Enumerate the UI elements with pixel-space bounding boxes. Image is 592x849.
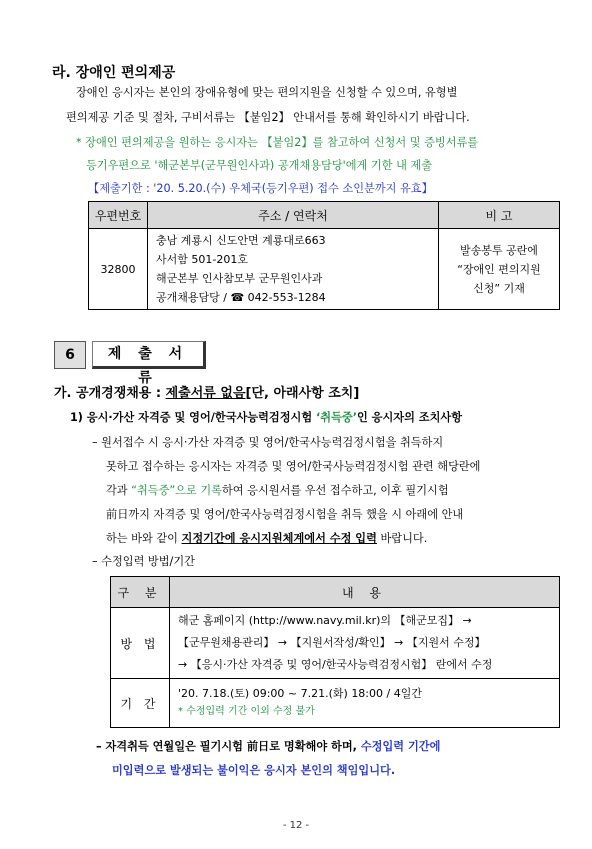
remark-line: “장애인 편의지원 xyxy=(457,262,541,276)
addr-line: 사서함 501-201호 xyxy=(156,253,248,266)
ga-underlined: 제출서류 없음 xyxy=(165,386,246,401)
item1 xyxy=(70,405,462,430)
method-line: → 【응시·가산 자격증 및 영어/한국사능력검정시험】 란에서 수정 xyxy=(178,658,493,671)
remark-line: 신청” 기재 xyxy=(473,281,525,295)
period-line: '20. 7.18.(토) 09:00 ~ 7.21.(화) 18:00 / 4일간 xyxy=(178,687,422,700)
method-line: 【군무원채용관리】 → 【지원서작성/확인】 → 【지원서 수정】 xyxy=(178,636,486,649)
para1-line1: 장애인 응시자는 본인의 장애유형에 맞는 편의지원을 신청할 수 있으며, 유형별 xyxy=(76,86,458,99)
ga-prefix: 가. 공개경쟁채용 : xyxy=(54,386,166,401)
section-ga-title xyxy=(54,382,359,401)
method-line: 해군 홈페이지 (http://www.navy.mil.kr)의 【해군모집】 → xyxy=(178,614,472,627)
remark-line: 발송봉투 공란에 xyxy=(460,243,538,257)
closing-line2: 미입력으로 발생되는 불이익은 응시자 본인의 책임입니다. xyxy=(112,764,396,777)
deadline-note: 【제출기한 : '20. 5.20.(수) 우체국(등기우편) 접수 소인분까지 유효】 xyxy=(88,182,433,195)
b5-b: 바랍니다. xyxy=(376,532,428,545)
address-table xyxy=(88,201,560,310)
header-address: 주소 / 연락처 xyxy=(148,202,439,229)
item1-highlight: ‘취득중’ xyxy=(316,411,357,424)
address-cell xyxy=(148,229,439,310)
method-label: 방 법 xyxy=(111,608,170,679)
item1-prefix: 1) 응시·가산 자격증 및 영어/한국사능력검정시험 xyxy=(70,411,317,424)
b3-a: 각과 xyxy=(106,484,132,497)
bullet1-line2: 못하고 접수하는 응시자는 자격증 및 영어/한국사능력검정시험 관련 해당란에 xyxy=(106,460,481,473)
bullet2: – 수정입력 방법/기간 xyxy=(92,555,195,568)
b3-b: 하여 응시원서를 우선 접수하고, 이후 필기시험 xyxy=(221,484,449,497)
period-label: 기 간 xyxy=(111,679,170,728)
b5-underlined: 지정기간에 응시지원체계에서 수정 입력 xyxy=(181,532,377,545)
bullet1-line3 xyxy=(106,478,449,503)
page-number: - 12 - xyxy=(282,820,310,831)
bullet1-line1: – 원서접수 시 응시·가산 자격증 및 영어/한국사능력검정시험을 취득하지 xyxy=(92,436,444,449)
bullet1-line4: 前日까지 자격증 및 영어/한국사능력검정시험을 취득 했을 시 아래에 안내 xyxy=(106,508,464,521)
header-remark: 비 고 xyxy=(439,202,560,229)
header-postal: 우편번호 xyxy=(89,202,148,229)
ga-suffix: [단, 아래사항 조치] xyxy=(245,386,360,401)
period-content xyxy=(170,679,560,728)
section-6-heading xyxy=(54,341,204,386)
closing-a: – 자격취득 연월일은 필기시험 前日로 명확해야 하며, xyxy=(96,740,361,753)
remark-cell xyxy=(439,229,560,310)
closing-line1 xyxy=(96,734,440,759)
b5-a: 하는 바와 같이 xyxy=(106,532,182,545)
addr-line: 공개채용담당 / ☎ 042-553-1284 xyxy=(156,291,326,304)
item1-suffix: 인 응시자의 조치사항 xyxy=(356,411,463,424)
period-note: * 수정입력 기간 이외 수정 불가 xyxy=(178,706,315,717)
header-category: 구 분 xyxy=(111,577,170,608)
header-content: 내 용 xyxy=(170,577,560,608)
addr-line: 해군본부 인사참모부 군무원인사과 xyxy=(156,272,323,285)
bullet1-line5 xyxy=(106,526,427,551)
section-number: 6 xyxy=(54,341,86,369)
correction-table xyxy=(110,576,560,728)
addr-line: 충남 계룡시 신도안면 계룡대로663 xyxy=(156,234,326,247)
b3-highlight: “취득중”으로 기록 xyxy=(131,484,222,497)
note-line1: * 장애인 편의제공을 원하는 응시자는 【붙임2】를 참고하여 신청서 및 증빙서류를 xyxy=(76,136,479,149)
method-content xyxy=(170,608,560,679)
section-ra-title: 라. 장애인 편의제공 xyxy=(52,65,176,81)
note-line2: 등기우편으로 '해군본부(군무원인사과) 공개채용담당'에게 기한 내 제출 xyxy=(86,159,433,172)
section-title: 제 출 서 류 xyxy=(92,341,206,369)
closing-highlight: 수정입력 기간에 xyxy=(360,740,441,753)
postal-code: 32800 xyxy=(89,229,148,310)
para1-line2: 편의제공 기준 및 절차, 구비서류는 【붙임2】 안내서를 통해 확인하시기 바랍니다. xyxy=(66,111,470,124)
